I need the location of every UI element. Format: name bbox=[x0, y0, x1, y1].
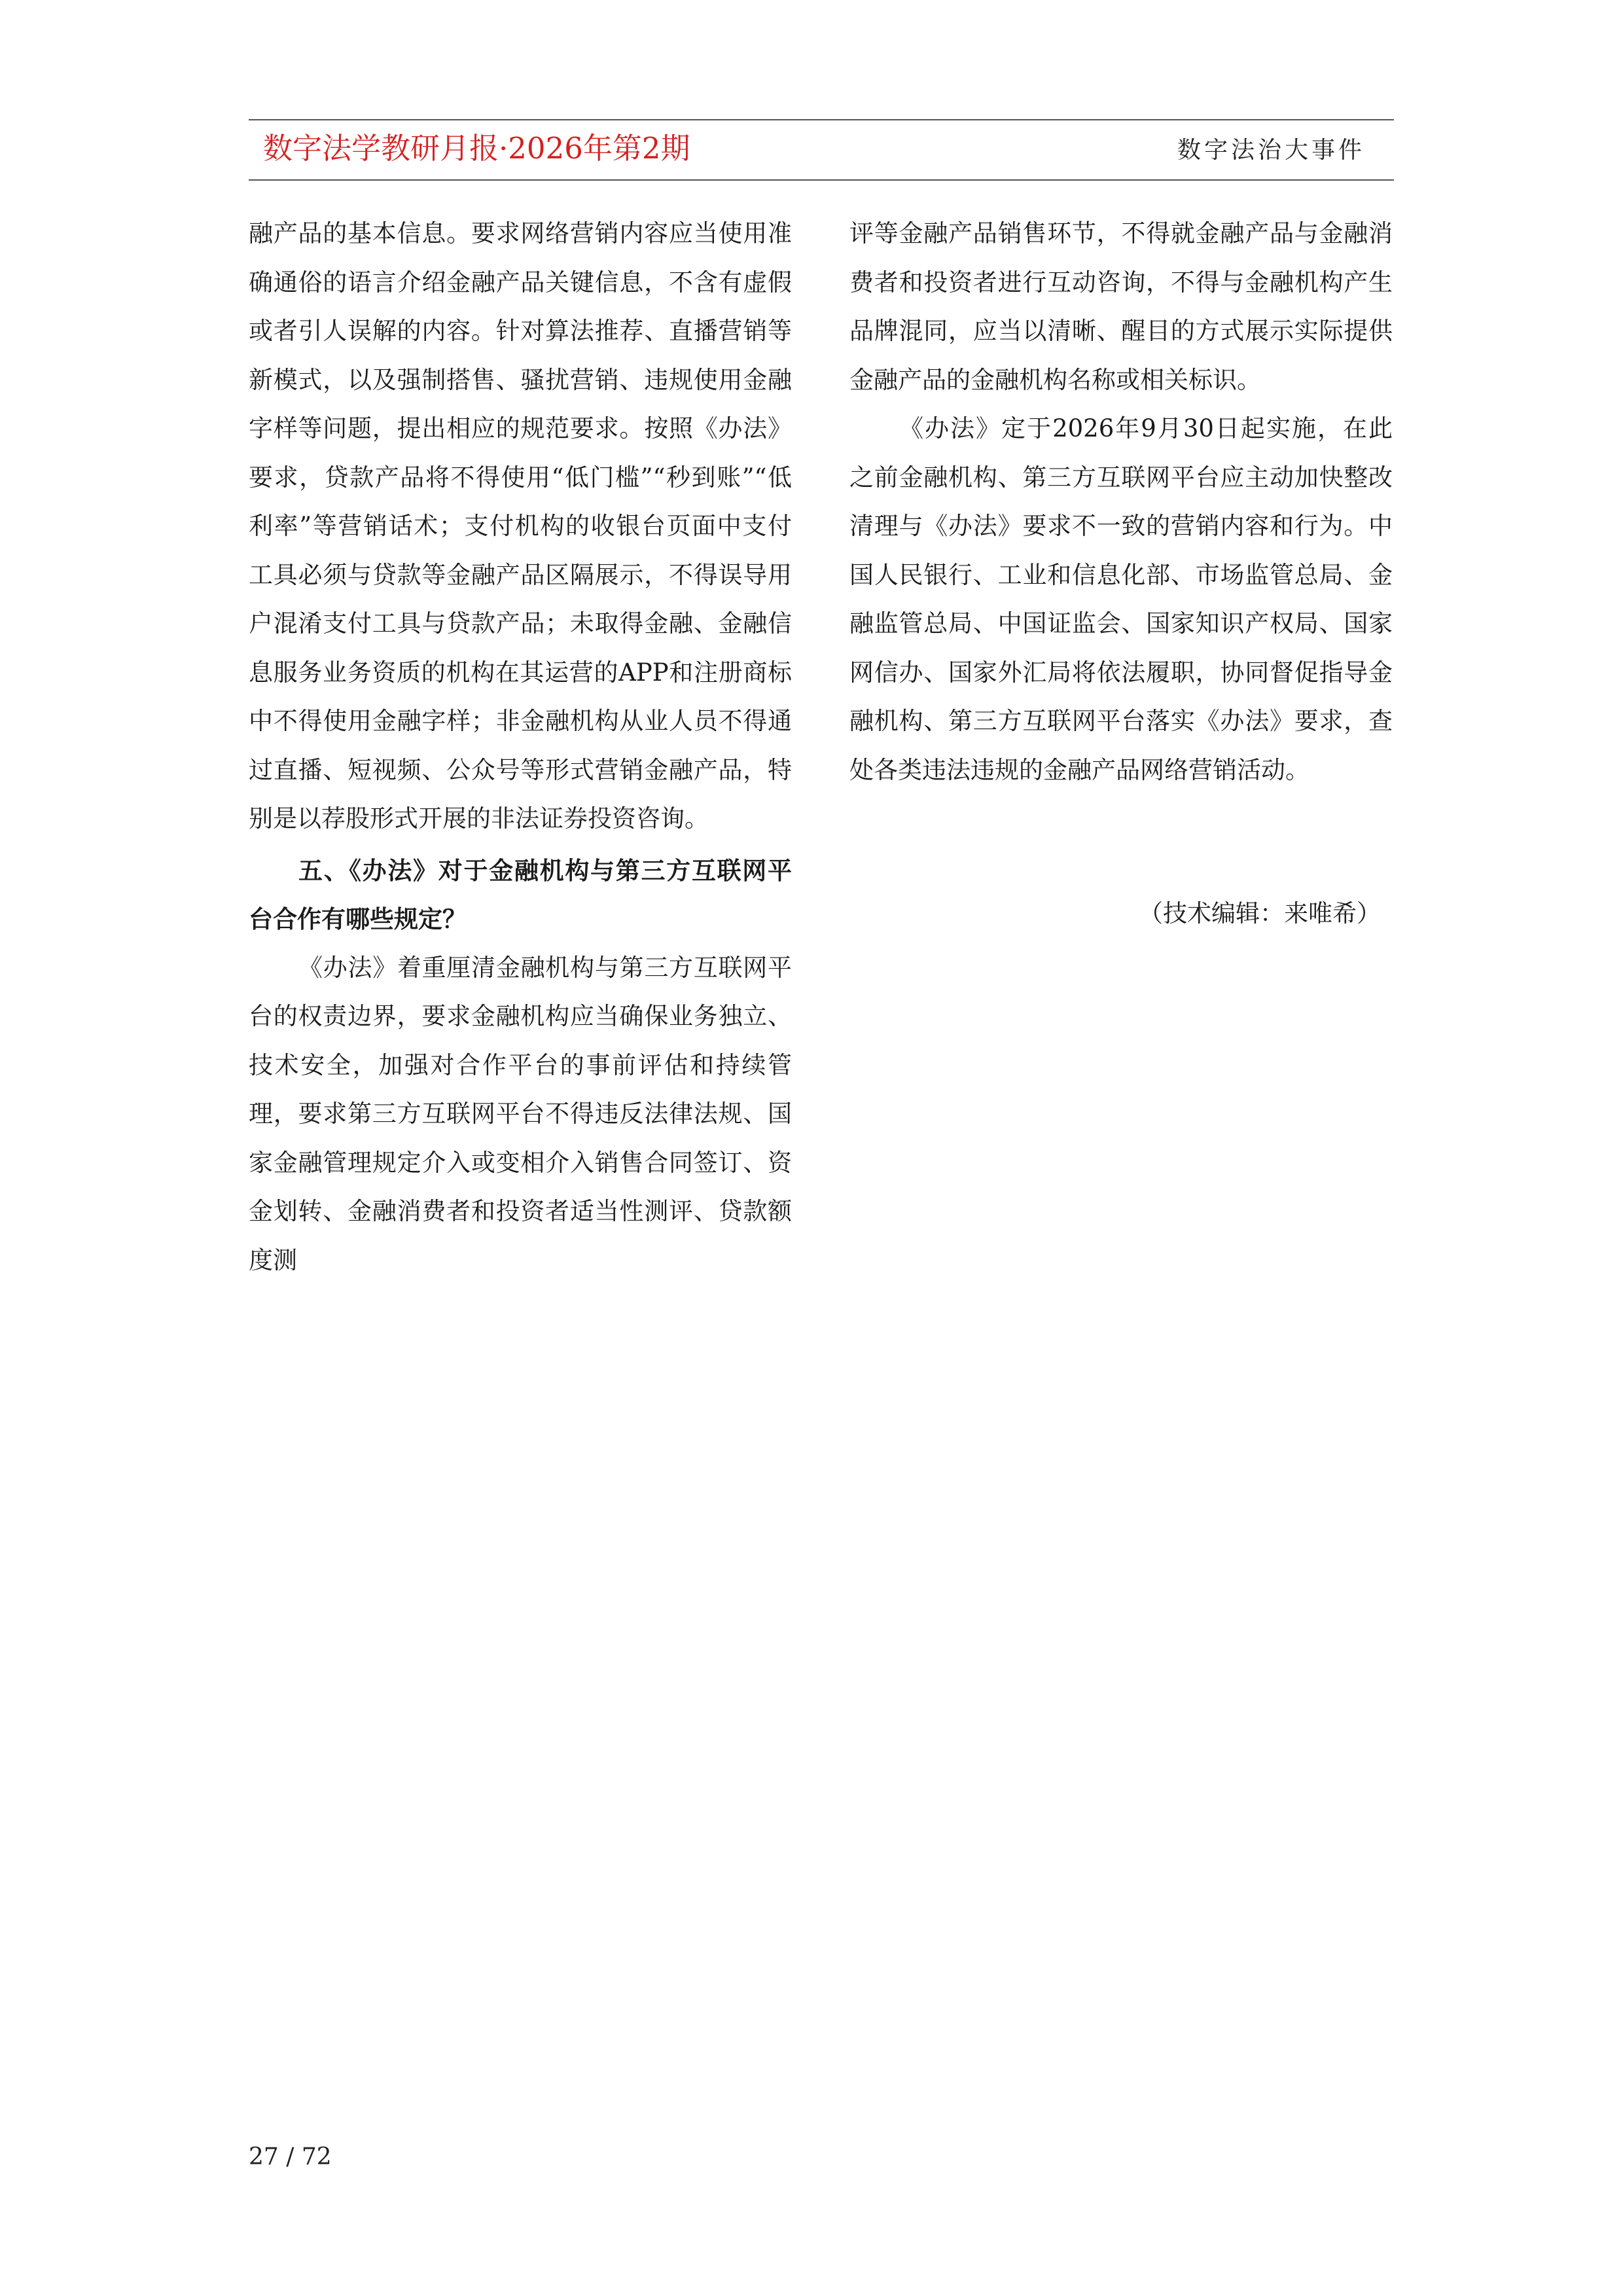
page-header bbox=[249, 119, 1394, 181]
body-paragraph: 《办法》着重厘清金融机构与第三方互联网平台的权责边界，要求金融机构应当确保业务独立、技术安全，加强对合作平台的事前评估和持续管理，要求第三方互联网平台不得违反法律法规、国家金融管理规定介入或变相介入销售合同签订、资金划转、金融消费者和投资者适当性测评、贷款额度测 bbox=[249, 953, 792, 1274]
body-paragraph: 融产品的基本信息。要求网络营销内容应当使用准确通俗的语言介绍金融产品关键信息，不含有虚假或者引人误解的内容。针对算法推荐、直播营销等新模式，以及强制搭售、骚扰营销、违规使用金融字样等问题，提出相应的规范要求。按照《办法》要求，贷款产品将不得使用“低门槛”“秒到账”“低利率”等营销话术；支付机构的收银台页面中支付工具必须与贷款等金融产品区隔展示，不得误导用户混淆支付工具与贷款产品；未取得金融、金融信息服务业务资质的机构在其运营的APP和注册商标中不得使用金融字样；非金融机构从业人员不得通过直播、短视频、公众号等形式营销金融产品，特别是以荐股形式开展的非法证券投资咨询。 bbox=[249, 219, 792, 833]
body-paragraph: 《办法》定于2026年9月30日起实施，在此之前金融机构、第三方互联网平台应主动加快整改清理与《办法》要求不一致的营销内容和行为。中国人民银行、工业和信息化部、市场监管总局、金融监管总局、中国证监会、国家知识产权局、国家网信办、国家外汇局将依法履职，协同督促指导金融机构、第三方互联网平台落实《办法》要求，查处各类违法违规的金融产品网络营销活动。 bbox=[849, 414, 1393, 784]
page-number: 27 / 72 bbox=[249, 2144, 332, 2170]
section-title: 数字法治大事件 bbox=[1177, 137, 1365, 164]
editor-credit: （技术编辑：来唯希） bbox=[1139, 899, 1381, 927]
journal-title: 数字法学教研月报·2026年第2期 bbox=[263, 131, 690, 166]
right-column bbox=[849, 209, 1393, 939]
section-heading: 五、《办法》对于金融机构与第三方互联网平台合作有哪些规定？ bbox=[249, 855, 792, 933]
left-column bbox=[249, 209, 792, 1285]
body-paragraph: 评等金融产品销售环节，不得就金融产品与金融消费者和投资者进行互动咨询，不得与金融机构产生品牌混同，应当以清晰、醒目的方式展示实际提供金融产品的金融机构名称或相关标识。 bbox=[849, 219, 1393, 394]
